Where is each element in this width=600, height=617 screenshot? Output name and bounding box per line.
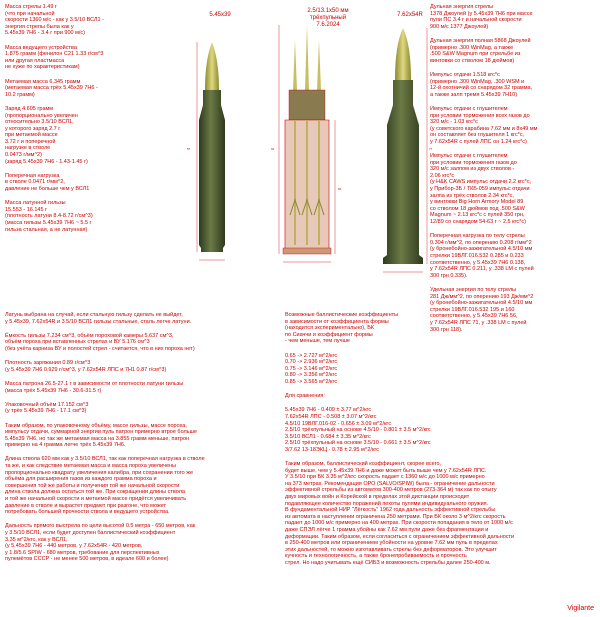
bottom-paragraph: Таким образом, баллистический коэффициент, скорее всего, будет выше, чем у 5.45x39 7Н6 и даже может быть выше чем у 7.62x54R ЛПС. У 3.5/10 при БК 3.35 м^2/кгс скорость падает с 1360 м/с до 1000 м/с примерно на 373 метрах. Рекомендация ОРО (SALVO/SPIW) была - ограничение дальности эффективной стрельбы из автоматов 300-400 метров (273-364 м) так как по опыту двух мировых войн и Корейской в пределах этой дистанции происходит подавляющее количество поражений пехоты пулями индивидуального оружия. В фундаментальной НИР "Лёгкость" 1962 года дальность эффективной стрельбы из автомата в наступлении ограничена 250 метрами. При БК около 3 м^2/кгс скорость падает до 1000 м/с примерно на 400 метрах. При скорости попадания в тело от 1000 м/с даже СПЭЛ лёгче 1 грамма убойны как 7.62 мм пули даже без фрагментации и деформации. Таким образом, если согласиться с ограничением эффективной дальности в 250-400 метров или ограничением убойности на уровне 7.62 мм пуль в пределах этих дальностей, то можно изготавливать стрелы без деформаторов. Это улучшит кучность и технологичность, а также бронепробиваемость и прочность стрел. Но надо учитывать ещё СИБЗ и возможность стрельбы далее 250-400 м.: [285, 461, 515, 566]
svg-text:57: 57: [187, 147, 191, 151]
svg-text:92: 92: [271, 147, 275, 151]
left-bottom-paragraph: Дальность прямого выстрела по цели высотой 0.5 метра - 650 метров, как у 3.5/10 ВСЛ1, если будет доступен баллистический коэффициент 3.35 м^2/кгс, как у ВСЛ1, (у 5.45x39 7Н6 - 440 метров, у 7.62x54R - 420 метров, у 1.8/5.6 SPIW - 680 метров, требование для перспективных пулемётов СССР - не менее 500 метров, в идеале 600 и более): [5, 523, 196, 563]
cartridge-25-title: 2.5/13.1x50 мм трёхпульный 7.6.2024: [307, 8, 349, 28]
svg-text:50: 50: [338, 187, 342, 191]
right-paragraph: Дульная энергия полная 5868 Джоулей (примерно .300 WinMag, а также .500 S&W Magnum при стрельбе из винтовки со стволом 18 дюймов): [430, 37, 531, 64]
right-paragraph: Импульс отдачи с глушителем при условии торможения газов до 320 м/с залпом из двух стволов - 2.06 кгс*с (у H&K CAWS импульс отдачи 2.2 кгс*с, у Прибор-3Б / ТКБ-059 импульс отдачи залпа из трёх стволов 2.34 кгс*с, у винтовки Big Horn Armory Model 89 со стволом 18 дюймов под .500 S&W Magnum ~ 2.13 кгс*с с пулей 350 грн, 12/89 со снарядом 54-63 г ~ 2.5 кгс*с): [430, 153, 532, 225]
svg-text:77: 77: [429, 147, 433, 151]
right-paragraph: Импульс отдачи 1.518 кгс*с (примерно .300 WinMag, .300 WSM и 12-й охотничий со снарядом 32 грамма, а также залп тремя 5.45x39 7Н10): [430, 71, 533, 98]
mid-paragraph: Возможные баллистические коэффициенты в зависимости от коэффициента формы (находится экспериментально), БК по Сиаччи и коэффициент формы - чем меньше, тем лучше: [285, 312, 399, 345]
cartridge-545-title: 5.45x39: [209, 12, 231, 18]
left-paragraph: Поперечная нагрузка в стволе 0.0471 г/мм^2, давление не больше чем у ВСЛ1: [5, 172, 90, 193]
left-bottom-paragraph: Масса патрона 26.5-27.1 г в зависимости от плотности латуни гильзы (масса трёх 5.45x39 7Н6 - 30.6-31.5 г): [5, 380, 184, 394]
right-paragraph: Импульс отдачи с глушителем при условии торможения всех газов до 320 м/с - 1.03 кгс*с (у советского карабина 7.62 мм и 8x49 мм он составляет без глушителя 1 кгс*с, у 7.62x54R с пулей ЛПС он 1.24 кгс*с): [430, 105, 538, 145]
cartridge-25-image: [271, 25, 342, 262]
left-bottom-paragraph: Длина ствола 620 мм как у 3.5/10 ВСЛ1, так как поперечная нагрузка в стволе та же, и как следствие метаемая масса и масса пороха увеличены пропорционально квадрату увеличения калибра, при сохранении того же объёма для расширения газов из каждого грамма пороха и совершения той же работы и получения той же начальной скорости длина ствола должна остаться той же. При сокращении длины ствола и той же начальной скорости и метаемой массе придётся увеличивать давление в стволе и вырастет предмет при разгоне, что может потребовать большей прочности ствола и ведущего устройства.: [5, 456, 205, 516]
left-bottom-paragraph: Латунь выбрана на случай, если стальную гильзу сделать не выйдет, у 5.45x39, 7.62x54R и 3.5/10 ВСЛ1 гильзы стальные, сталь легче латуни.: [5, 312, 192, 325]
cartridge-762-image: [383, 28, 433, 272]
left-bottom-text: [5, 312, 283, 571]
right-paragraph: Удельная энергия по телу стрелы 281 Дж/мм^2, по оперению 193 Дж/мм^2 (у бронебойно-зажигательной 4.5/10 мм стрелки 19ВЛГ.016.532 195 и 160 соответственно, у 5.45x39 7Н6 56, у 7.62x54R ЛПС 71, у .338 LM с пулей 300 грн 118).: [430, 286, 534, 333]
middle-text-column: [285, 312, 515, 574]
left-text-column: [5, 4, 177, 241]
cartridge-drawings: [175, 20, 433, 310]
left-bottom-paragraph: Плотность заряжания 0.89 г/см^3 (у 5.45x39 7Н6 0.929 г/см^3, у 7.62x54R ЛПС и 7Н1 0.87 г/см^3): [5, 360, 167, 373]
left-paragraph: Масса латунной гильзы 15.553 - 16.145 г (плотность латуни 8.4-8.72 г/см^3) (масса гильзы 5.45x39 7Н6 ~ 5.5 г гильза стальная, а не латунная): [5, 200, 93, 233]
left-bottom-paragraph: Ёмкость гильзы 7.234 см^3, объём пороховой камеры 5.637 см^3, объём пороха при вставленных стрелах и ВУ 5.176 см^3 (без учёта карниза ВУ и полостей стрел - считается, что в них пороха нет): [5, 332, 195, 352]
right-paragraph: Поперечная нагрузка по телу стрелы 0.304 г/мм^2, по оперению 0.208 г/мм^2 (у бронебойно-зажигательной 4.5/10 мм стрелки 19ВЛГ.016.532 0.285 и 0.233 соответственно, у 5.45x39 7Н6 0.138, у 7.62x54R ЛПС 0.211, у .338 LM с пулей 300 грн 0.335).: [430, 233, 534, 279]
right-paragraph: Дульная энергия стрелы 1378 Джоулей (у 5.45x39 7Н6 при массе пули ПС 3.4 г и начальной скорости 900 м/с 1377 Джоулей): [430, 4, 533, 30]
left-paragraph: Заряд 4.605 грамм (пропорционально увеличен относительно 3.5/10 ВСЛ1, у которого заряд 2.7 г при метаемой массе 3.72 г и поперечной нагрузке в стволе 0.0473 г/мм^2) (заряд 5.45x39 7Н6 - 1.43-1.45 г): [5, 105, 88, 165]
left-bottom-paragraph: Упаковочный объём 17.152 см^3 (у трёх 5.45x39 7Н6 - 17.1 см^3): [5, 401, 89, 415]
right-text-column: [430, 4, 598, 341]
cartridge-762-title: 7.62x54R: [397, 12, 423, 18]
left-bottom-paragraph: Таким образом, по упаковочному объёму, массе гильзы, массе пороха, импульсу отдачи, суммарной энергии пуль патрон примерно втрое больше 5.45x39 7Н6, но так же метаемая масса на 3.855 грамм меньше, патрон примерно на 4 грамма легче трёх 5.45x39 7Н6.: [5, 422, 198, 449]
left-paragraph: Метаемая масса 6.345 грамм (метаемая масса трёх 5.45x39 7Н6 - 10.2 грамм): [5, 78, 98, 98]
mid-paragraph: Для сравнения:: [285, 393, 325, 400]
left-paragraph: Масса стрелы 1.49 г (что при начальной скорости 1360 м/с - как у 3.5/10 ВСЛ1 - энергия стрелы была как у 5.45x39 7Н6 - 3.4 г при 900 м/с): [5, 4, 104, 37]
cartridge-545-image: [187, 42, 225, 260]
signature: Vigilante: [567, 605, 594, 612]
left-paragraph: Масса ведущего устройства 1.875 грамм (фенилон С21 1.33 г/см^3 или другая пластмасса не хуже по характеристикам): [5, 44, 104, 71]
mid-paragraph: 5.45x39 7Н6 - 0.409 ± 3.77 м^2/кгс 7.62x54R ЛПС - 0.508 ± 3.07 м^2/кгс 4.5/10 19ВЛГ.016-02 - 0.656 ± 3.09 м^2/кгс 2.5/10 трёхпульный на основе 4.5/10 - 0.801 ± 3.5 м^2/кгс 3.5/10 ВСЛ1 - 0.684 ± 3.35 м^2/кгс 2.5/10 трёхпульный на основе 3.5/10 - 0.661 ± 3.5 м^2/кгс 3/7.62 13-18ЭКЦ - 0.78 ± 2.95 м^2/кгс: [285, 407, 431, 453]
mid-paragraph: 0.65 -> 2.727 м^2/кгс 0.70 -> 2.936 м^2/кгс 0.75 -> 3.146 м^2/кгс 0.80 -> 3.356 м^2/кгс 0.85 -> 3.565 м^2/кгс: [285, 352, 338, 385]
